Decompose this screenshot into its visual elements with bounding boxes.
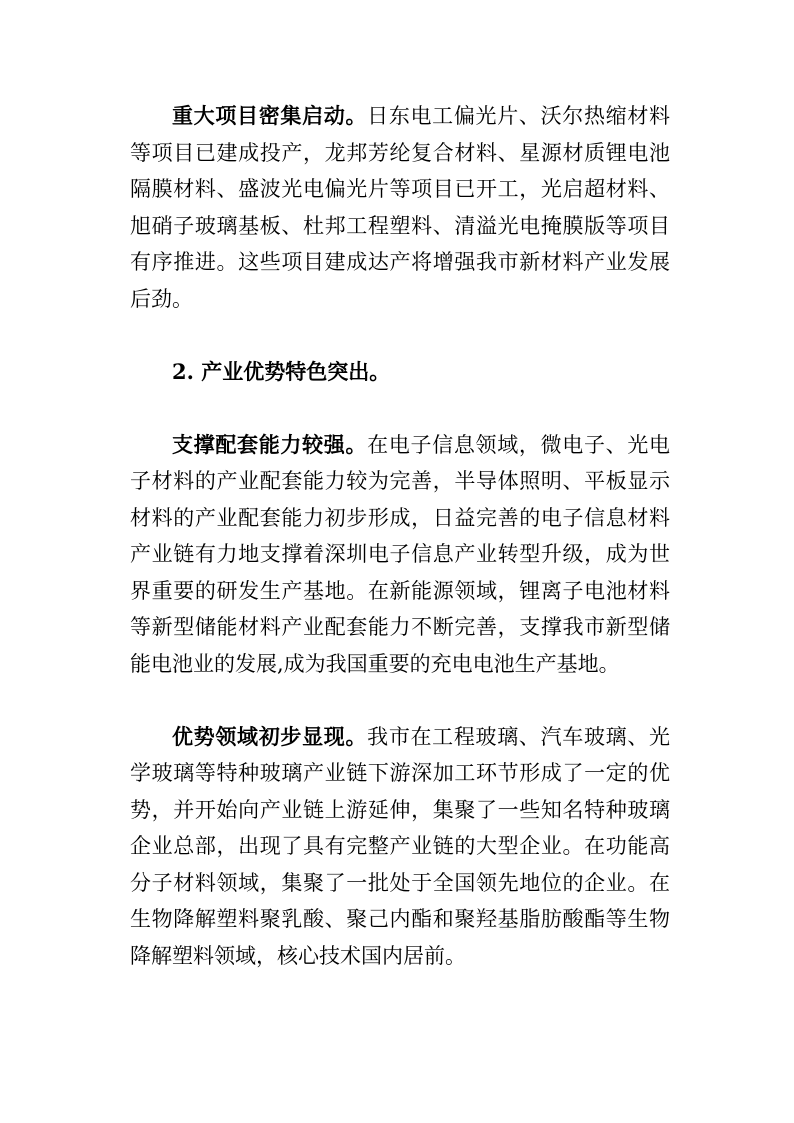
paragraph-body: 我市在工程玻璃、汽车玻璃、光学玻璃等特种玻璃产业链下游深加工环节形成了一定的优势，并开始向产业链上游延伸，集聚了一些知名特种玻璃企业总部，出现了具有完整产业链的大型企业。在功能高分子材料领域，集聚了一批处于全国领先地位的企业。在生物降解塑料聚乳酸、聚己内酯和聚羟基脂肪酸酯等生物降解塑料领域，核心技术国内居前。	[130, 724, 671, 968]
paragraph-gap	[130, 317, 670, 354]
paragraph-lead: 重大项目密集启动。	[172, 103, 368, 128]
paragraph-gap	[130, 390, 670, 427]
paragraph-advantage-fields	[130, 719, 670, 975]
paragraph-major-projects	[130, 98, 670, 317]
paragraph-body: 日东电工偏光片、沃尔热缩材料等项目已建成投产，龙邦芳纶复合材料、星源材质锂电池隔膜材料、盛波光电偏光片等项目已开工，光启超材料、旭硝子玻璃基板、杜邦工程塑料、清溢光电掩膜版等项目有序推进。这些项目建成达产将增强我市新材料产业发展后劲。	[130, 104, 671, 311]
paragraph-lead: 支撑配套能力较强。	[172, 431, 368, 457]
document-page	[130, 98, 670, 974]
paragraph-body: 在电子信息领域，微电子、光电子材料的产业配套能力较为完善，半导体照明、平板显示材料的产业配套能力初步形成，日益完善的电子信息材料产业链有力地支撑着深圳电子信息产业转型升级，成为世界重要的研发生产基地。在新能源领域，锂离子电池材料等新型储能材料产业配套能力不断完善，支撑我市新型储能电池业的发展,成为我国重要的充电电池生产基地。	[130, 432, 671, 676]
paragraph-gap	[130, 682, 670, 719]
paragraph-lead: 优势领域初步显现。	[172, 723, 368, 749]
paragraph-supporting-capacity	[130, 427, 670, 683]
section-heading: 2. 产业优势特色突出。	[172, 358, 391, 384]
